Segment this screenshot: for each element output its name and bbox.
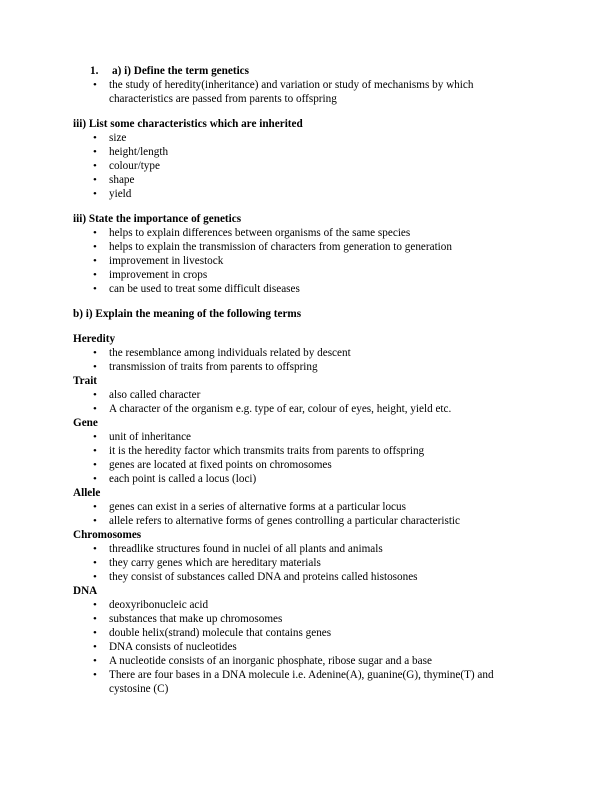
list-number: 1. [90,65,99,77]
bullet-item: • double helix(strand) molecule that contains genes [73,626,513,640]
bullet-list [73,346,513,374]
bullet-item: • improvement in crops [73,268,513,282]
paragraph-spacer [73,296,513,307]
bullet-item: • they carry genes which are hereditary materials [73,556,513,570]
section-heading-text: a) i) Define the term genetics [112,65,249,77]
bullet-item: • genes are located at fixed points on chromosomes [73,458,513,472]
bullet-list [73,500,513,528]
bullet-item: • unit of inheritance [73,430,513,444]
bullet-list [73,78,513,106]
bullet-item: • it is the heredity factor which transmits traits from parents to offspring [73,444,513,458]
term-heading: Allele [73,487,101,499]
section-heading: iii) State the importance of genetics [73,213,242,225]
term-heading: Trait [73,375,98,387]
bullet-item: • height/length [73,145,513,159]
bullet-list [73,542,513,584]
bullet-list [73,598,513,696]
bullet-item: • each point is called a locus (loci) [73,472,513,486]
numbered-heading [90,64,513,78]
bullet-item: • size [73,131,513,145]
bullet-item: • threadlike structures found in nuclei of all plants and animals [73,542,513,556]
document-section [73,416,513,486]
bullet-item: • the study of heredity(inheritance) and variation or study of mechanisms by which characteristics are passed from parents to offspring [73,78,513,106]
document-section [73,584,513,696]
document-section [73,212,513,296]
bullet-item: • A nucleotide consists of an inorganic phosphate, ribose sugar and a base [73,654,513,668]
bullet-list [73,430,513,486]
bullet-item: • can be used to treat some difficult diseases [73,282,513,296]
bullet-item: • genes can exist in a series of alternative forms at a particular locus [73,500,513,514]
bullet-item: • helps to explain differences between organisms of the same species [73,226,513,240]
document-body [73,64,513,696]
document-section [73,332,513,374]
bullet-item: • A character of the organism e.g. type of ear, colour of eyes, height, yield etc. [73,402,513,416]
paragraph-spacer [73,106,513,117]
bullet-item: • There are four bases in a DNA molecule i.e. Adenine(A), guanine(G), thymine(T) and cystosine (C) [73,668,513,696]
bullet-item: • the resemblance among individuals related by descent [73,346,513,360]
section-heading: b) i) Explain the meaning of the following terms [73,308,302,320]
term-heading: Heredity [73,333,116,345]
document-section [73,374,513,416]
bullet-list [73,388,513,416]
bullet-item: • they consist of substances called DNA and proteins called histosones [73,570,513,584]
term-heading: Chromosomes [73,529,142,541]
bullet-item: • helps to explain the transmission of characters from generation to generation [73,240,513,254]
bullet-item: • improvement in livestock [73,254,513,268]
section-heading: iii) List some characteristics which are inherited [73,118,303,130]
term-heading: DNA [73,585,98,597]
bullet-list [73,226,513,296]
bullet-item: • substances that make up chromosomes [73,612,513,626]
document-section [73,528,513,584]
bullet-item: • shape [73,173,513,187]
bullet-item: • allele refers to alternative forms of genes controlling a particular characteristic [73,514,513,528]
bullet-item: • transmission of traits from parents to offspring [73,360,513,374]
bullet-item: • DNA consists of nucleotides [73,640,513,654]
paragraph-spacer [73,201,513,212]
bullet-item: • colour/type [73,159,513,173]
bullet-item: • deoxyribonucleic acid [73,598,513,612]
bullet-list [73,131,513,201]
document-section [73,117,513,201]
term-heading: Gene [73,417,98,429]
document-section [73,307,513,321]
document-section [73,64,513,106]
bullet-item: • yield [73,187,513,201]
document-section [73,486,513,528]
paragraph-spacer [73,321,513,332]
bullet-item: • also called character [73,388,513,402]
